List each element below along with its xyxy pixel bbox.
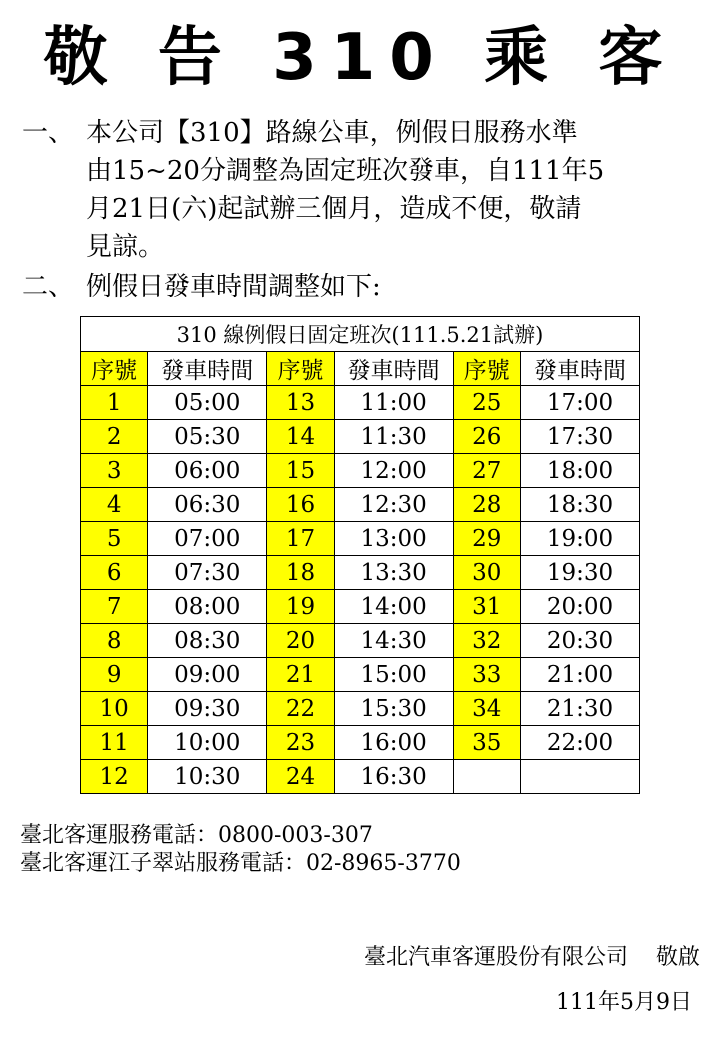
table-row [81,454,640,488]
paragraph-one-line-3: 月21日(六)起試辦三個月，造成不便，敬請 [86,194,582,224]
header-seq-3: 序號 [453,352,520,386]
header-time-1: 發車時間 [148,352,267,386]
time-cell: 17:00 [520,386,639,420]
table-row [81,386,640,420]
table-row [81,556,640,590]
time-cell [520,760,639,794]
table-row [81,658,640,692]
paragraph-one-line-1: 本公司【310】路線公車，例假日服務水準 [86,118,578,148]
seq-cell: 15 [267,454,334,488]
seq-cell: 16 [267,488,334,522]
table-row [81,760,640,794]
time-cell: 10:30 [148,760,267,794]
time-cell: 07:00 [148,522,267,556]
paragraph-two [22,268,702,306]
time-cell: 14:00 [334,590,453,624]
table-caption-row [81,317,640,352]
seq-cell: 30 [453,556,520,590]
seq-cell: 25 [453,386,520,420]
seq-cell: 8 [81,624,148,658]
table-row [81,726,640,760]
service-phone-2: 臺北客運江子翠站服務電話：02-8965-3770 [20,851,461,876]
seq-cell: 18 [267,556,334,590]
seq-cell: 13 [267,386,334,420]
time-cell: 16:30 [334,760,453,794]
time-cell: 06:30 [148,488,267,522]
time-cell: 15:30 [334,692,453,726]
time-cell: 21:00 [520,658,639,692]
time-cell: 09:30 [148,692,267,726]
company-signature [364,940,700,971]
service-phone-1: 臺北客運服務電話：0800-003-307 [20,823,373,848]
time-cell: 20:30 [520,624,639,658]
seq-cell: 21 [267,658,334,692]
time-cell: 15:00 [334,658,453,692]
seq-cell: 3 [81,454,148,488]
table-header-row [81,352,640,386]
seq-cell: 9 [81,658,148,692]
paragraph-one-lead: 一、 [22,118,75,148]
seq-cell: 12 [81,760,148,794]
seq-cell: 7 [81,590,148,624]
seq-cell: 6 [81,556,148,590]
time-cell: 19:30 [520,556,639,590]
company-name: 臺北汽車客運股份有限公司 [363,945,628,970]
time-cell: 21:30 [520,692,639,726]
time-cell: 05:00 [148,386,267,420]
time-cell: 13:30 [334,556,453,590]
time-cell: 19:00 [520,522,639,556]
seq-cell: 11 [81,726,148,760]
time-cell: 08:00 [148,590,267,624]
seq-cell: 20 [267,624,334,658]
time-cell: 11:00 [334,386,453,420]
table-caption: 310 線例假日固定班次(111.5.21試辦) [81,317,640,352]
seq-cell: 35 [453,726,520,760]
seq-cell: 23 [267,726,334,760]
header-seq-1: 序號 [81,352,148,386]
seq-cell: 1 [81,386,148,420]
time-cell: 10:00 [148,726,267,760]
seq-cell: 14 [267,420,334,454]
seq-cell: 32 [453,624,520,658]
time-cell: 07:30 [148,556,267,590]
seq-cell: 17 [267,522,334,556]
paragraph-one-line-2: 由15~20分調整為固定班次發車，自111年5 [86,156,605,186]
table-row [81,692,640,726]
table-row [81,420,640,454]
schedule-table [80,316,640,794]
closing-text: 敬啟 [655,945,700,970]
header-time-2: 發車時間 [334,352,453,386]
time-cell: 12:30 [334,488,453,522]
seq-cell: 28 [453,488,520,522]
table-body [81,386,640,794]
table-row [81,590,640,624]
paragraph-two-text: 例假日發車時間調整如下: [86,272,381,302]
seq-cell: 22 [267,692,334,726]
time-cell: 08:30 [148,624,267,658]
time-cell: 17:30 [520,420,639,454]
seq-cell: 5 [81,522,148,556]
time-cell: 18:30 [520,488,639,522]
time-cell: 16:00 [334,726,453,760]
seq-cell: 33 [453,658,520,692]
seq-cell: 10 [81,692,148,726]
seq-cell: 4 [81,488,148,522]
table-row [81,522,640,556]
paragraph-two-lead: 二、 [22,272,75,302]
seq-cell: 34 [453,692,520,726]
seq-cell: 19 [267,590,334,624]
seq-cell: 27 [453,454,520,488]
time-cell: 18:00 [520,454,639,488]
time-cell: 11:30 [334,420,453,454]
seq-cell [453,760,520,794]
table-row [81,488,640,522]
notice-date: 111年5月9日 [556,990,692,1015]
time-cell: 20:00 [520,590,639,624]
time-cell: 22:00 [520,726,639,760]
seq-cell: 24 [267,760,334,794]
time-cell: 06:00 [148,454,267,488]
seq-cell: 26 [453,420,520,454]
seq-cell: 2 [81,420,148,454]
paragraph-one-line-4: 見諒。 [86,232,165,262]
notice-title: 敬 告 310 乘 客 [43,21,677,95]
table-row [81,624,640,658]
seq-cell: 31 [453,590,520,624]
header-time-3: 發車時間 [520,352,639,386]
header-seq-2: 序號 [267,352,334,386]
time-cell: 14:30 [334,624,453,658]
time-cell: 12:00 [334,454,453,488]
time-cell: 09:00 [148,658,267,692]
seq-cell: 29 [453,522,520,556]
paragraph-one [22,114,702,266]
time-cell: 05:30 [148,420,267,454]
time-cell: 13:00 [334,522,453,556]
